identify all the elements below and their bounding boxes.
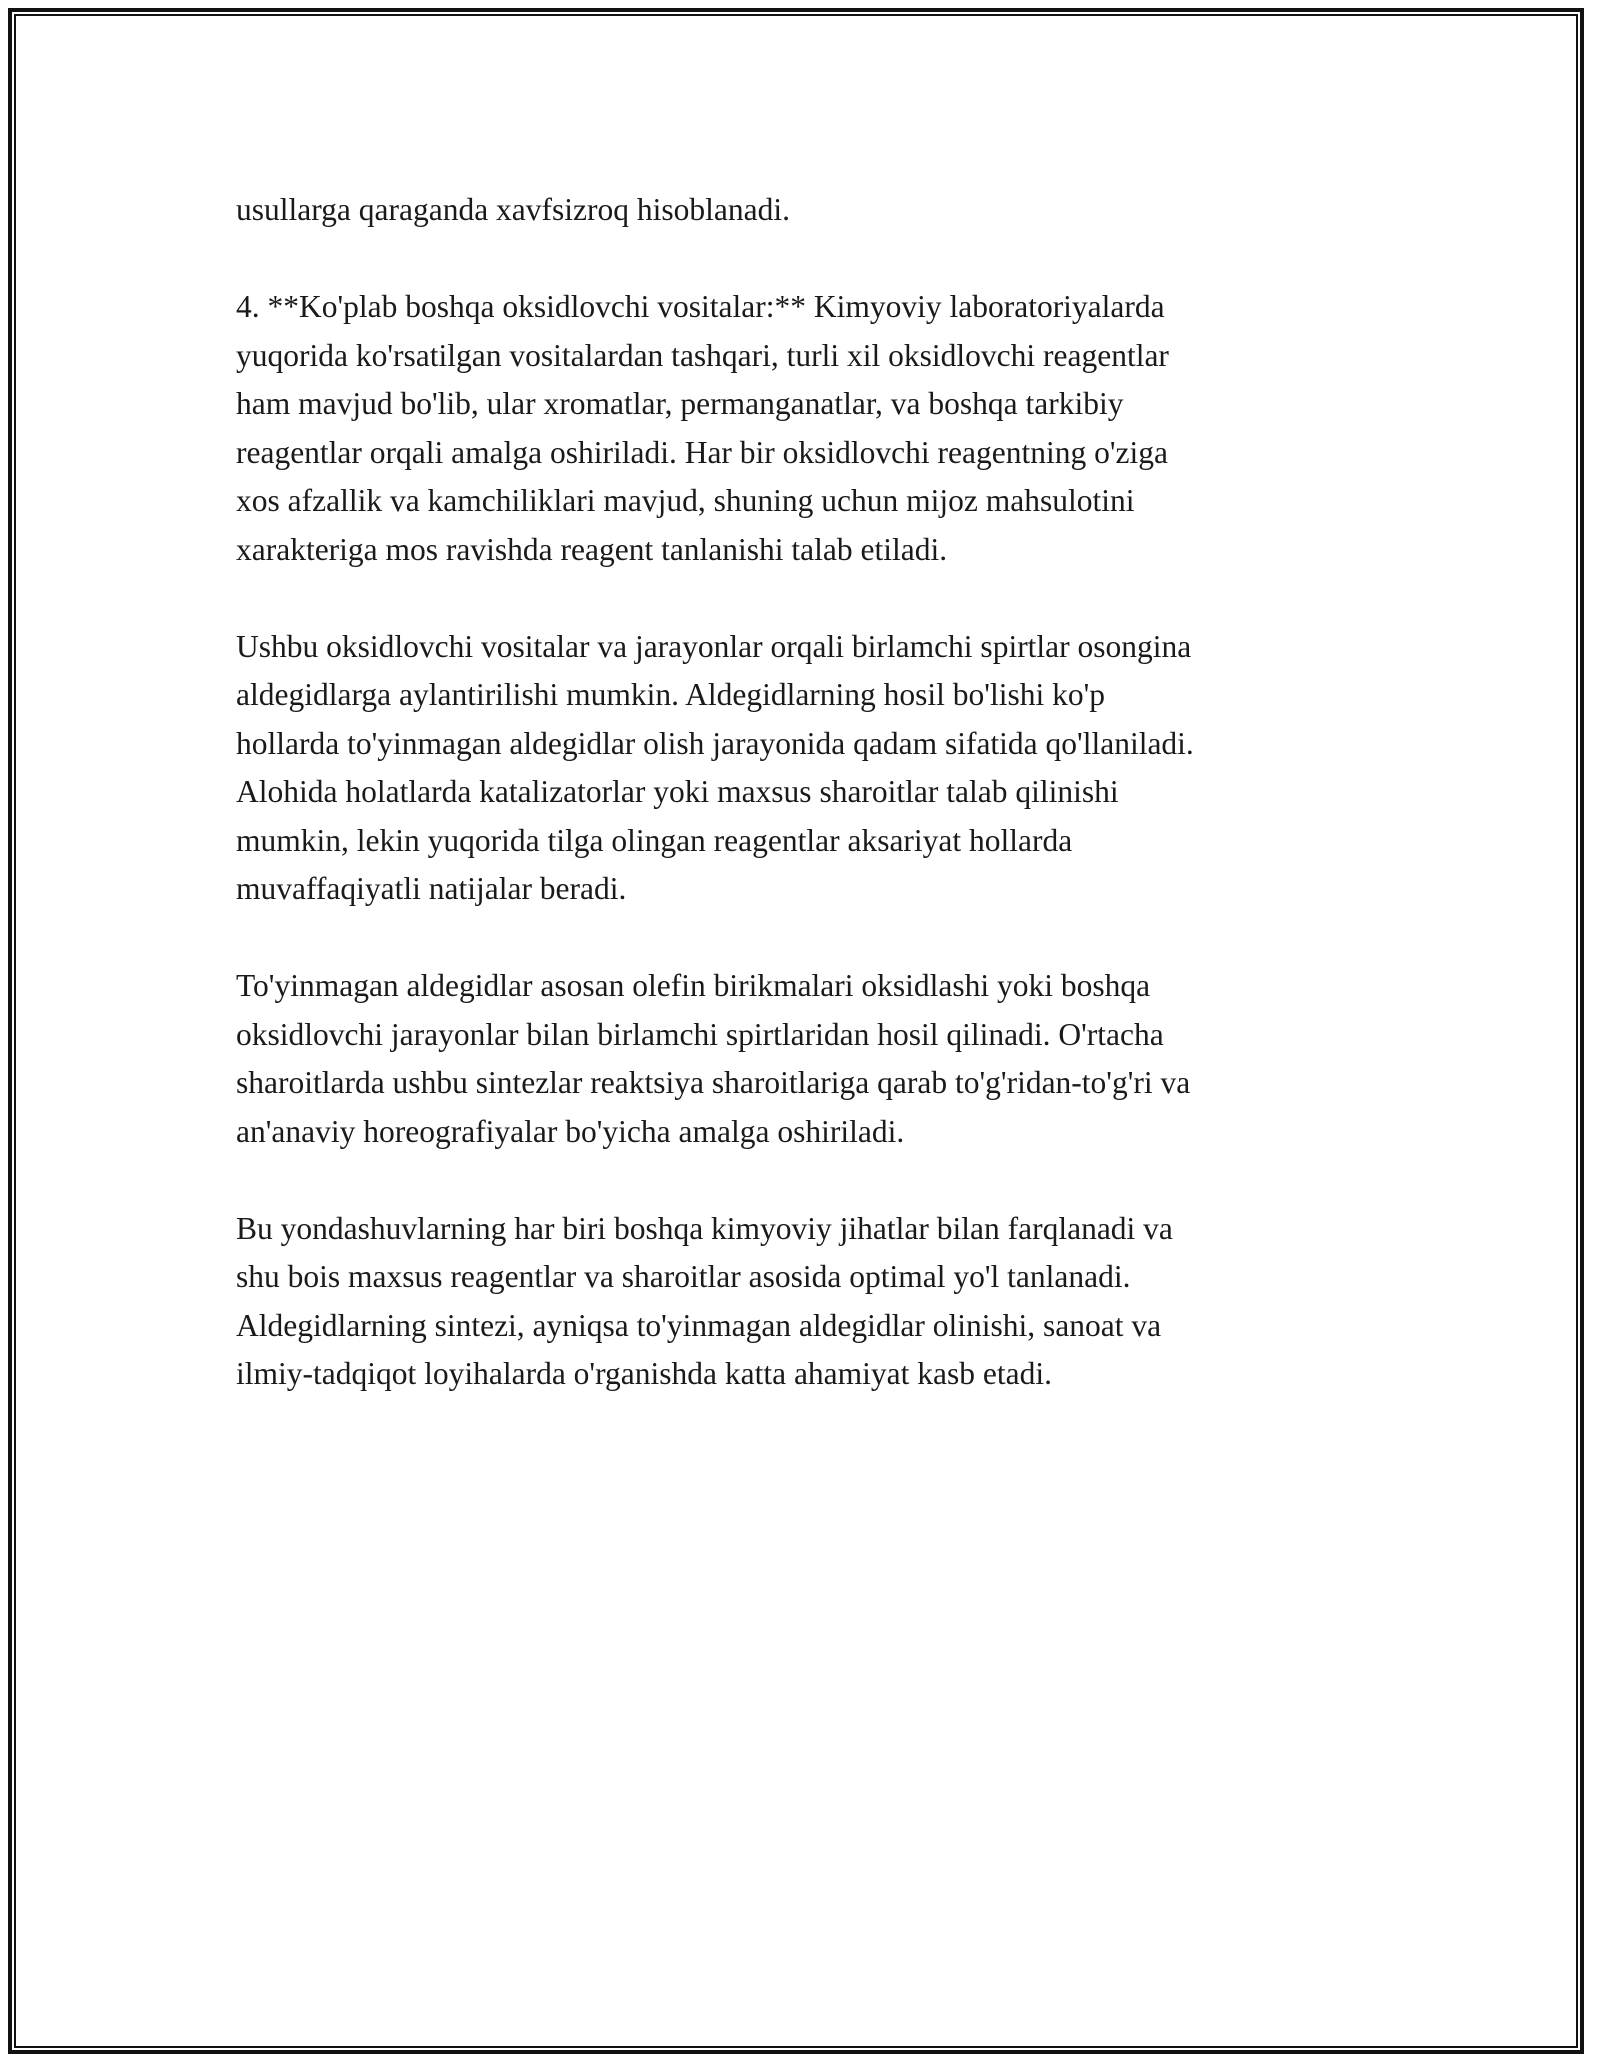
paragraph-3: Ushbu oksidlovchi vositalar va jarayonlar orqali birlamchi spirtlar osongina aldegidlarga aylantirilishi mumkin. Aldegidlarning hosil bo'lishi ko'p hollarda to'yinmagan aldegidlar olish jarayonida qadam sifatida qo'llaniladi. Alohida holatlarda katalizatorlar yoki maxsus sharoitlar talab qilinishi mumkin, lekin yuqorida tilga olingan reagentlar aksariyat hollarda muvaffaqiyatli natijalar beradi. [236, 628, 1194, 906]
paragraph-2: 4. **Ko'plab boshqa oksidlovchi vositalar:** Kimyoviy laboratoriyalarda yuqorida ko'rsatilgan vositalardan tashqari, turli xil oksidlovchi reagentlar ham mavjud bo'lib, ular xromatlar, permanganatlar, va boshqa tarkibiy reagentlar orqali amalga oshiriladi. Har bir oksidlovchi reagentning o'ziga xos afzallik va kamchiliklari mavjud, shuning uchun mijoz mahsulotini xarakteriga mos ravishda reagent tanlanishi talab etiladi. [236, 289, 1169, 567]
paragraph-5: Bu yondashuvlarning har biri boshqa kimyoviy jihatlar bilan farqlanadi va shu bois maxsus reagentlar va sharoitlar asosida optimal yo'l tanlanadi. Aldegidlarning sintezi, ayniqsa to'yinmagan aldegidlar olinishi, sanoat va ilmiy-tadqiqot loyihalarda o'rganishda katta ahamiyat kasb etadi. [236, 1210, 1173, 1391]
paragraph-1: usullarga qaraganda xavfsizroq hisoblanadi. [236, 192, 790, 227]
document-body [236, 186, 1356, 1447]
paragraph-4: To'yinmagan aldegidlar asosan olefin birikmalari oksidlashi yoki boshqa oksidlovchi jarayonlar bilan birlamchi spirtlaridan hosil qilinadi. O'rtacha sharoitlarda ushbu sintezlar reaktsiya sharoitlariga qarab to'g'ridan-to'g'ri va an'anaviy horeografiyalar bo'yicha amalga oshiriladi. [236, 968, 1191, 1149]
